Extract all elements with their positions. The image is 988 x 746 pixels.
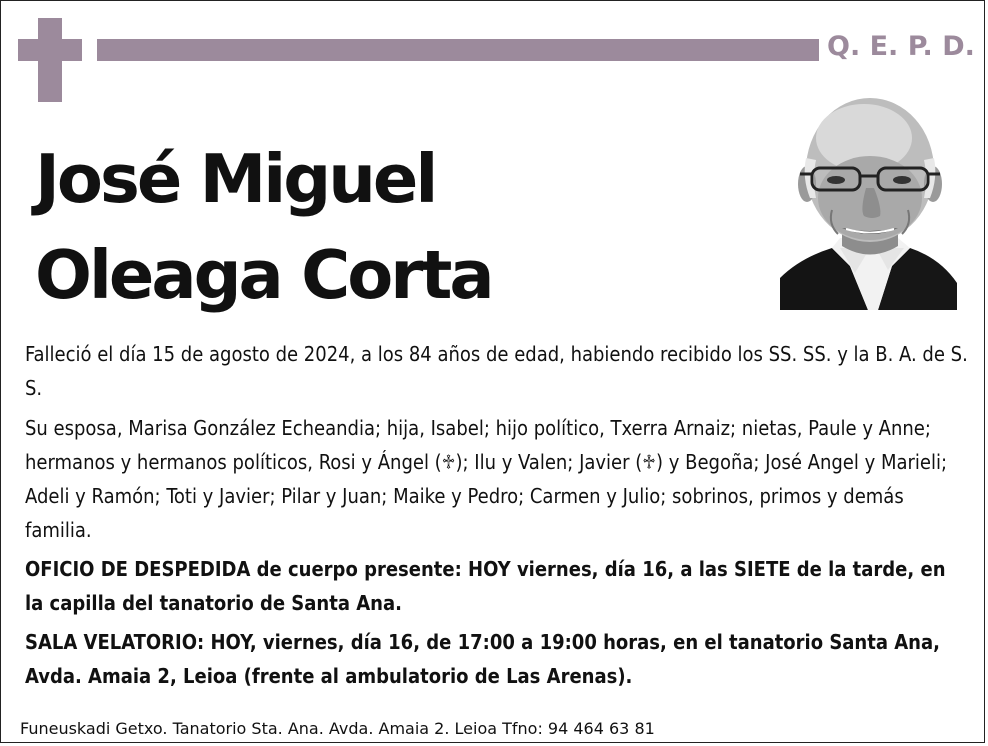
portrait-photo [780, 98, 957, 310]
death-announcement: Falleció el día 15 de agosto de 2024, a los 84 años de edad, habiendo recibido los SS. SS. y la B. A. de S. S. [25, 342, 968, 400]
funeral-service: OFICIO DE DESPEDIDA de cuerpo presente: HOY viernes, día 16, a las SIETE de la tarde, en la capilla del tanatorio de Santa Ana. [25, 557, 946, 615]
family-list: Su esposa, Marisa González Echeandia; hija, Isabel; hijo político, Txerra Arnaiz; nietas, Paule y Anne; hermanos y hermanos políticos, Rosi y Ángel (♱); Ilu y Valen; Javier (♱) y Begoña; José Angel y Marieli; Adeli y Ramón; Toti y Javier; Pilar y Juan; Maike y Pedro; Carmen y Julio; sobrinos, primos y demás familia. [25, 416, 948, 542]
cross-icon-horizontal [18, 39, 82, 61]
name-line-2: Oleaga Corta [35, 236, 492, 314]
name-line-1: José Miguel [35, 140, 436, 218]
portrait-image [780, 98, 957, 310]
wake-room: SALA VELATORIO: HOY, viernes, día 16, de 17:00 a 19:00 horas, en el tanatorio Santa Ana, Avda. Amaia 2, Leioa (frente al ambulatorio de Las Arenas). [25, 630, 940, 688]
header-rule [97, 39, 819, 61]
funeral-home-footer: Funeuskadi Getxo. Tanatorio Sta. Ana. Avda. Amaia 2. Leioa Tfno: 94 464 63 81 [20, 719, 655, 738]
deceased-name [35, 131, 492, 323]
obituary-body [25, 337, 970, 693]
qepd-label: Q. E. P. D. [827, 31, 975, 62]
